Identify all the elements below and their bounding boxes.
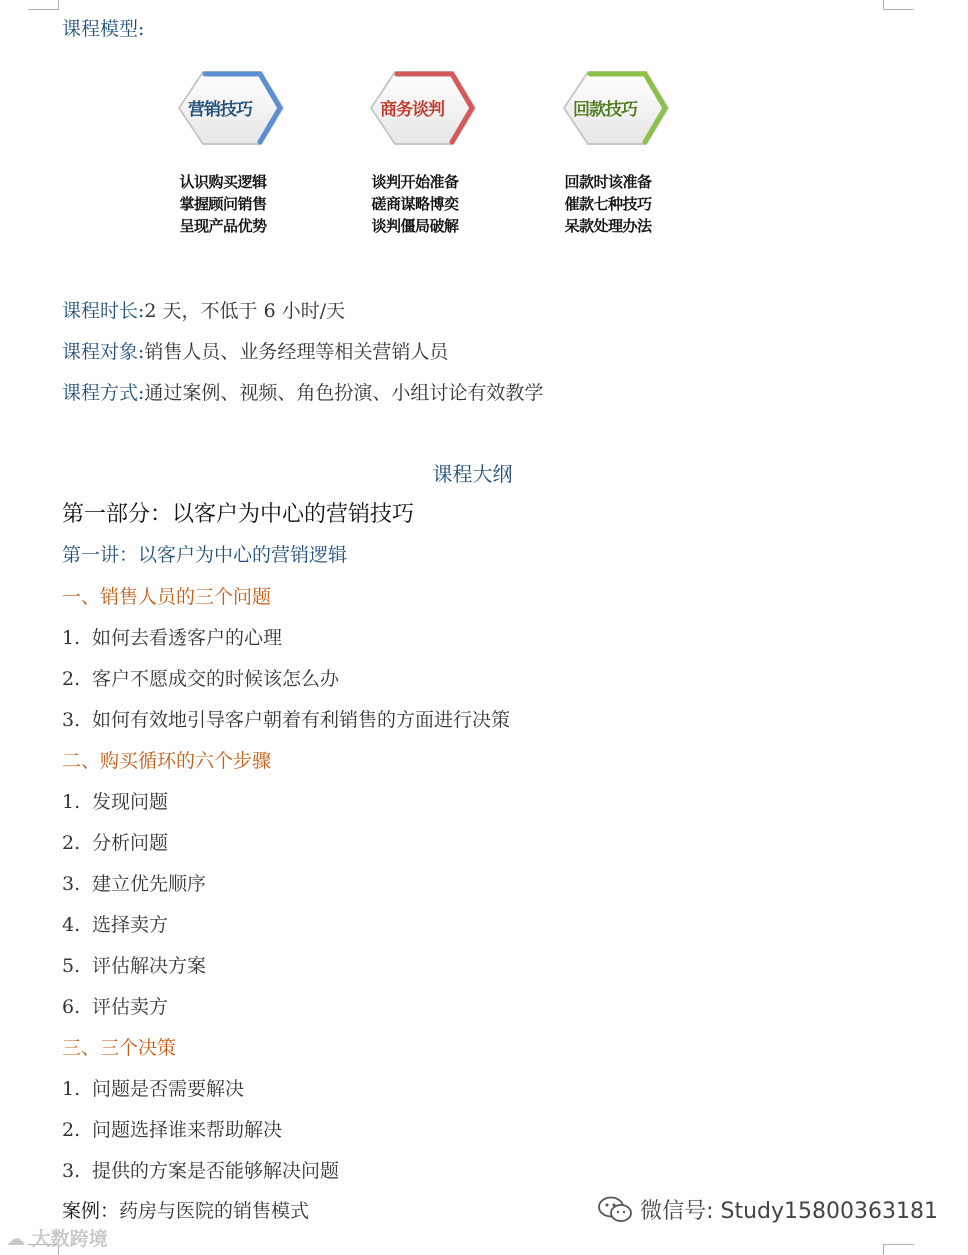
model-item: 催款七种技巧 bbox=[564, 195, 652, 213]
page-corner-mark bbox=[28, 0, 59, 10]
info-value: 通过案例、视频、角色扮演、小组讨论有效教学 bbox=[144, 382, 544, 404]
model-items bbox=[160, 171, 286, 237]
list-item: 3. 建立优先顺序 bbox=[62, 873, 207, 895]
model-item: 认识购买逻辑 bbox=[179, 173, 267, 191]
page-corner-mark bbox=[883, 0, 914, 10]
info-value: 销售人员、业务经理等相关营销人员 bbox=[144, 341, 449, 363]
info-audience bbox=[62, 337, 448, 364]
list-item: 3. 如何有效地引导客户朝着有利销售的方面进行决策 bbox=[62, 709, 511, 731]
case-value: 药房与医院的销售模式 bbox=[119, 1200, 310, 1222]
list-item: 5. 评估解决方案 bbox=[62, 955, 207, 977]
wechat-watermark bbox=[598, 1194, 938, 1225]
section-title: 三、三个决策 bbox=[62, 1037, 177, 1059]
model-item: 呈现产品优势 bbox=[179, 217, 267, 235]
list-item: 1. 问题是否需要解决 bbox=[62, 1078, 245, 1100]
model-item: 谈判僵局破解 bbox=[371, 217, 459, 235]
model-items bbox=[352, 171, 478, 237]
info-label: 课程时长: bbox=[62, 300, 145, 322]
outline-title: 课程大纲 bbox=[432, 462, 513, 486]
list-item: 2. 客户不愿成交的时候该怎么办 bbox=[62, 668, 340, 690]
info-label: 课程方式: bbox=[62, 382, 145, 404]
model-item: 磋商谋略博奕 bbox=[371, 195, 459, 213]
brand-logo: ☁ 大数跨境 bbox=[6, 1228, 108, 1250]
list-item: 2. 分析问题 bbox=[62, 832, 169, 854]
list-item: 1. 发现问题 bbox=[62, 791, 169, 813]
model-card-marketing bbox=[160, 66, 290, 235]
case-line bbox=[62, 1196, 309, 1223]
info-value: 2 天，不低于 6 小时/天 bbox=[144, 300, 346, 322]
logo-icon: ☁ bbox=[6, 1228, 32, 1250]
section-title: 二、购买循环的六个步骤 bbox=[62, 750, 272, 772]
list-item: 3. 提供的方案是否能够解决问题 bbox=[62, 1160, 340, 1182]
section-title: 一、销售人员的三个问题 bbox=[62, 586, 272, 608]
model-item: 呆款处理办法 bbox=[564, 217, 652, 235]
model-title: 回款技巧 bbox=[573, 100, 637, 120]
info-duration bbox=[62, 296, 345, 323]
case-label: 案例： bbox=[62, 1200, 120, 1222]
model-item: 掌握顾问销售 bbox=[179, 195, 267, 213]
model-card-negotiation bbox=[352, 66, 482, 235]
model-title: 营销技巧 bbox=[188, 100, 252, 120]
model-items bbox=[545, 171, 671, 237]
part-title: 第一部分：以客户为中心的营销技巧 bbox=[62, 502, 415, 527]
list-item: 6. 评估卖方 bbox=[62, 996, 169, 1018]
wechat-icon bbox=[598, 1196, 632, 1224]
page-corner-mark bbox=[883, 1244, 914, 1255]
info-label: 课程对象: bbox=[62, 341, 145, 363]
info-method bbox=[62, 378, 543, 405]
model-item: 谈判开始准备 bbox=[371, 173, 459, 191]
watermark-text: 微信号: Study15800363181 bbox=[640, 1199, 938, 1224]
model-title: 商务谈判 bbox=[380, 100, 444, 120]
list-item: 2. 问题选择谁来帮助解决 bbox=[62, 1119, 283, 1141]
model-item: 回款时该准备 bbox=[564, 173, 652, 191]
model-card-collection bbox=[545, 66, 675, 235]
list-item: 1. 如何去看透客户的心理 bbox=[62, 627, 283, 649]
list-item: 4. 选择卖方 bbox=[62, 914, 169, 936]
course-model-heading: 课程模型: bbox=[62, 18, 145, 40]
lecture-title: 第一讲：以客户为中心的营销逻辑 bbox=[62, 544, 348, 566]
